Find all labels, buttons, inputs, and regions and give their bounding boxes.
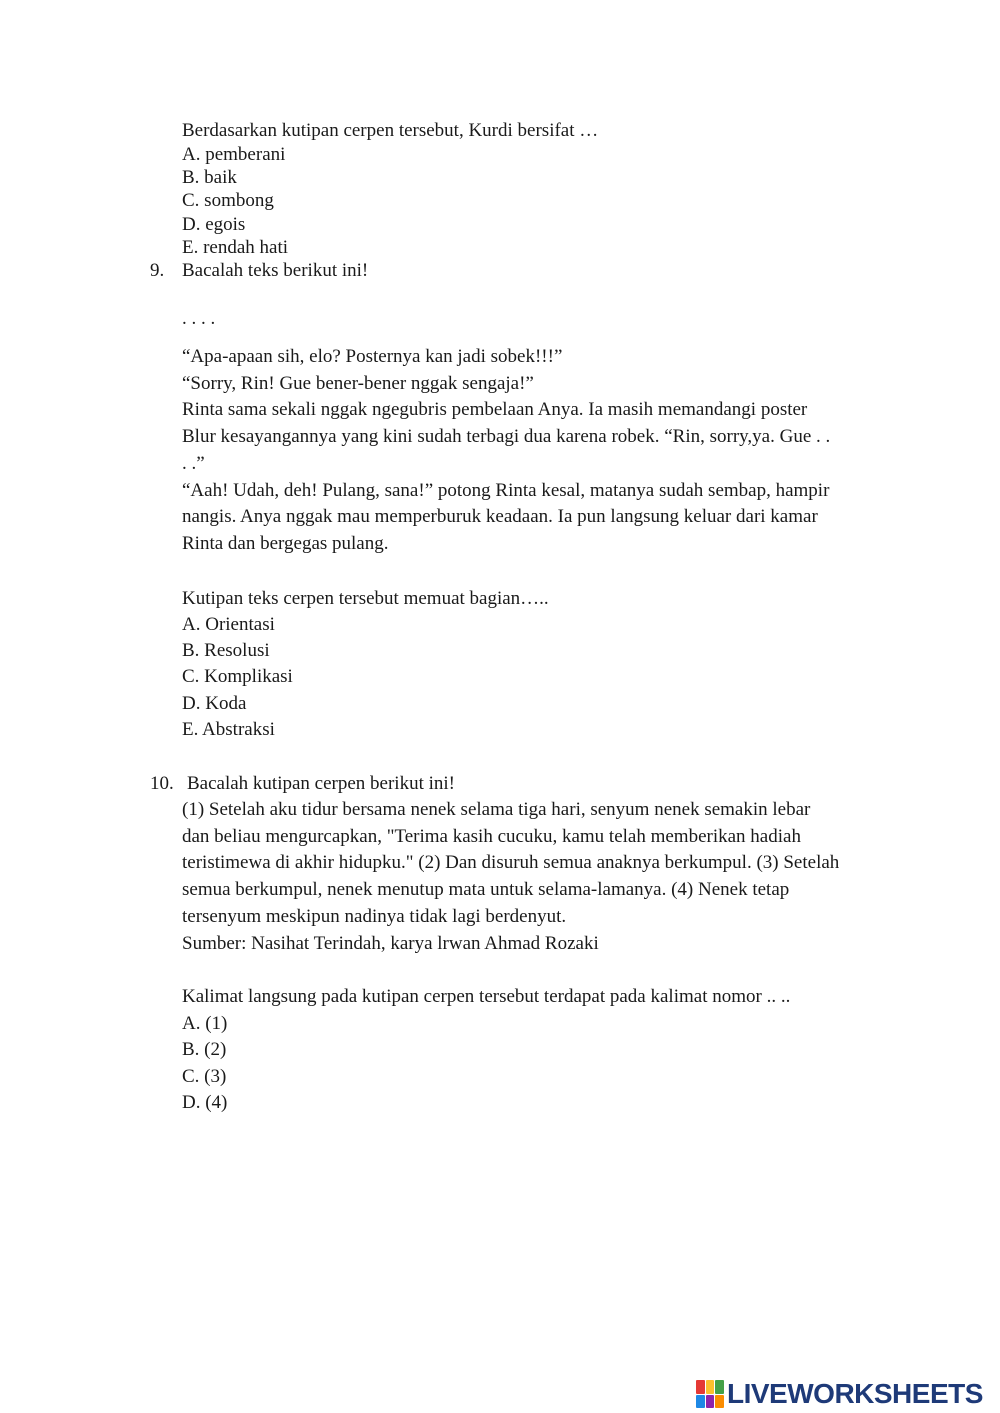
liveworksheets-logo-text: LIVEWORKSHEETS — [727, 1378, 983, 1409]
q9-passage-line: nangis. Anya nggak mau memperburuk keadaan. Ia pun langsung keluar dari kamar — [182, 506, 818, 528]
q9-question: Kutipan teks cerpen tersebut memuat bagian….. — [182, 588, 549, 609]
q8-question: Berdasarkan kutipan cerpen tersebut, Kurdi bersifat … — [182, 120, 599, 141]
q9-ellipsis: . . . . — [182, 308, 216, 329]
logo-tile — [696, 1395, 705, 1409]
q9-passage-line: Rinta sama sekali nggak ngegubris pembelaan Anya. Ia masih memandangi poster — [182, 399, 808, 421]
q9-passage-line: “Sorry, Rin! Gue bener-bener nggak sengaja!” — [182, 372, 534, 394]
q10-passage-line: tersenyum meskipun nadinya tidak lagi berdenyut. — [182, 905, 567, 927]
q10-option-a[interactable]: A. (1) — [182, 1013, 228, 1034]
q9-intro: Bacalah teks berikut ini! — [182, 260, 369, 281]
q10-source: Sumber: Nasihat Terindah, karya lrwan Ahmad Rozaki — [182, 932, 599, 954]
q10-number: 10. — [150, 773, 174, 794]
q9-passage-line: Blur kesayangannya yang kini sudah terbagi dua karena robek. “Rin, sorry,ya. Gue . . — [182, 426, 831, 448]
logo-tile — [715, 1395, 724, 1409]
q9-passage — [182, 344, 882, 558]
q9-option-a[interactable]: A. Orientasi — [182, 614, 275, 635]
q9-option-c[interactable]: C. Komplikasi — [182, 666, 293, 687]
q9-passage-line: “Aah! Udah, deh! Pulang, sana!” potong Rinta kesal, matanya sudah sembap, hampir — [182, 479, 830, 501]
q9-passage-line: Rinta dan bergegas pulang. — [182, 532, 389, 554]
q9-passage-line: “Apa-apaan sih, elo? Posternya kan jadi sobek!!!” — [182, 346, 563, 367]
q10-option-d[interactable]: D. (4) — [182, 1092, 228, 1113]
logo-tile — [715, 1380, 724, 1394]
q9-passage-line: . .” — [182, 452, 205, 474]
q8-option-a[interactable]: A. pemberani — [182, 144, 286, 165]
liveworksheets-logo-icon — [696, 1380, 724, 1408]
q10-passage-line: semua berkumpul, nenek menutup mata untuk selama-lamanya. (4) Nenek tetap — [182, 879, 790, 901]
q8-option-e[interactable]: E. rendah hati — [182, 237, 289, 258]
q9-option-b[interactable]: B. Resolusi — [182, 640, 270, 661]
q10-passage-line: (1) Setelah aku tidur bersama nenek selama tiga hari, senyum nenek semakin lebar — [182, 799, 811, 820]
logo-tile — [696, 1380, 705, 1394]
q10-question: Kalimat langsung pada kutipan cerpen tersebut terdapat pada kalimat nomor .. .. — [182, 986, 791, 1007]
q10-intro: Bacalah kutipan cerpen berikut ini! — [187, 773, 456, 794]
q10-passage-line: teristimewa di akhir hidupku." (2) Dan disuruh semua anaknya berkumpul. (3) Setelah — [182, 852, 840, 874]
q9-option-d[interactable]: D. Koda — [182, 693, 247, 714]
q9-option-e[interactable]: E. Abstraksi — [182, 719, 275, 740]
q10-option-c[interactable]: C. (3) — [182, 1066, 227, 1087]
logo-tile — [706, 1380, 715, 1394]
q8-option-c[interactable]: C. sombong — [182, 190, 274, 211]
q9-number: 9. — [150, 260, 165, 281]
logo-tile — [706, 1395, 715, 1409]
q10-passage-line: dan beliau mengurcapkan, "Terima kasih cucuku, kamu telah memberikan hadiah — [182, 825, 801, 847]
q8-option-b[interactable]: B. baik — [182, 167, 237, 188]
q10-passage — [182, 797, 882, 957]
liveworksheets-logo — [696, 1376, 992, 1412]
q8-option-d[interactable]: D. egois — [182, 214, 246, 235]
q10-option-b[interactable]: B. (2) — [182, 1039, 227, 1060]
